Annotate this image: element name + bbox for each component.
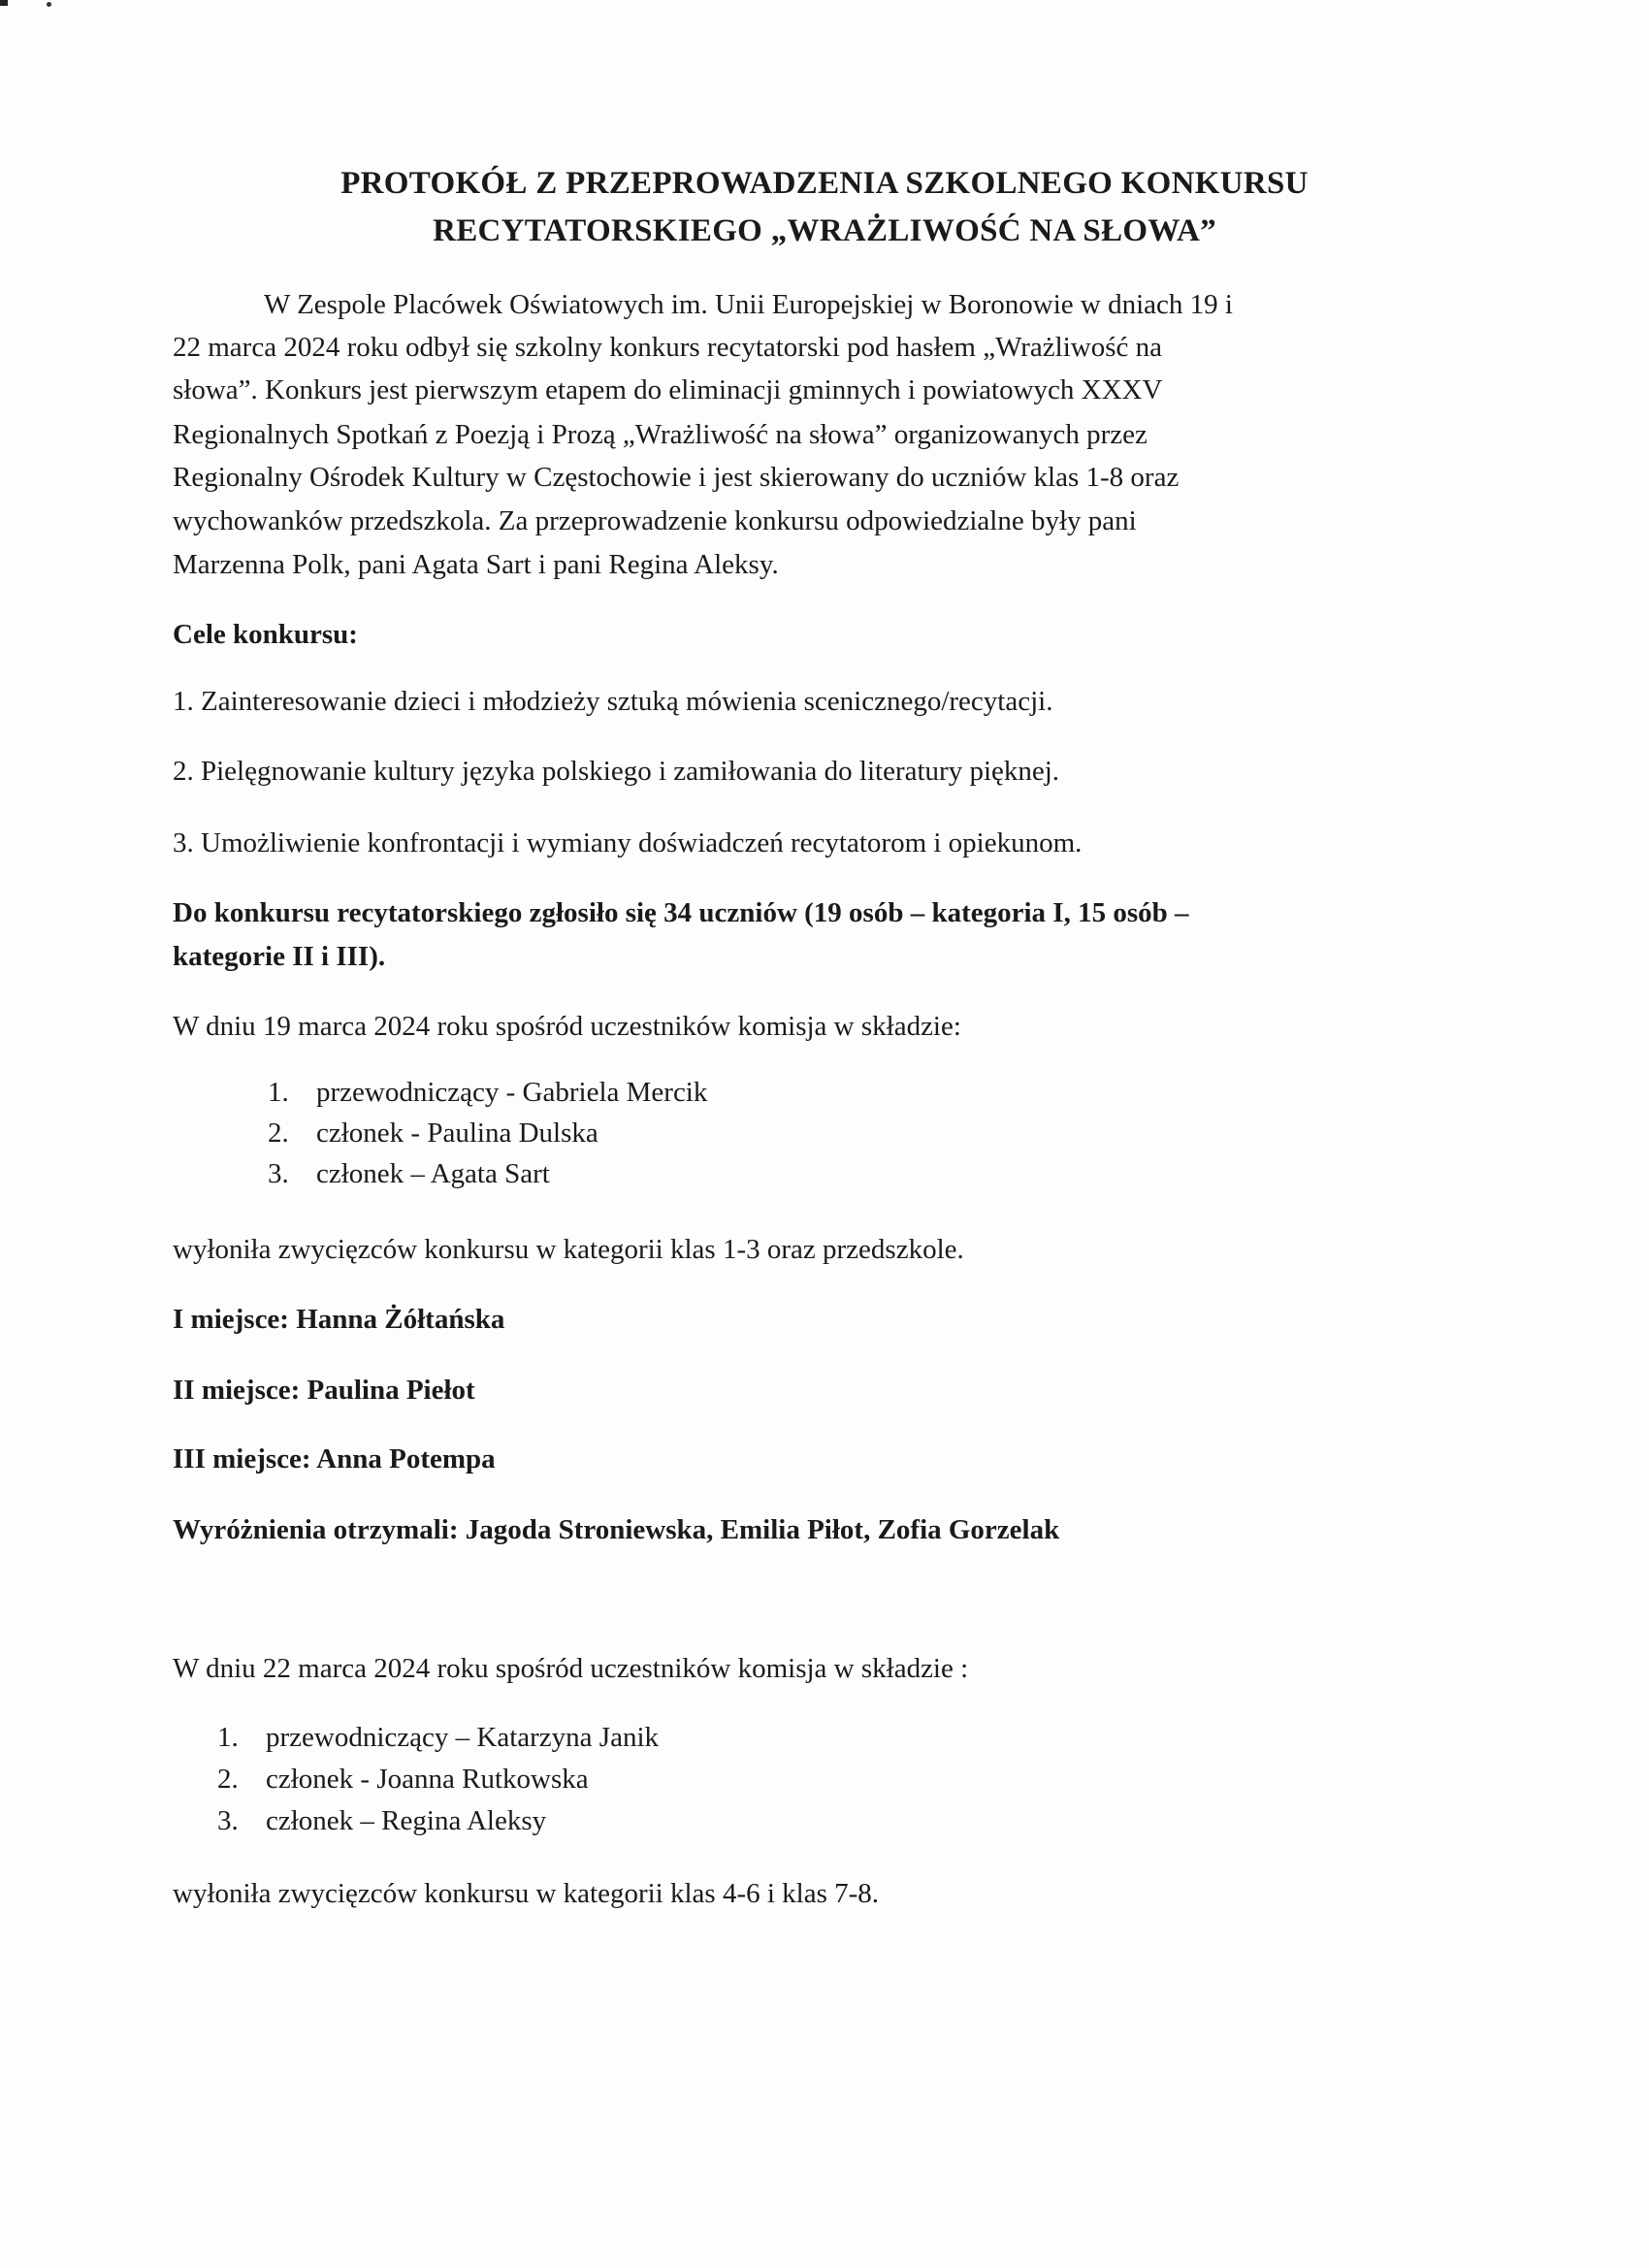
day1-result-second: II miejsce: Paulina Piełot [173, 1375, 475, 1406]
list-text: przewodniczący - Gabriela Mercik [316, 1077, 708, 1108]
day2-intro: W dniu 22 marca 2024 roku spośród uczestników komisja w składzie : [173, 1653, 969, 1684]
intro-line-2: 22 marca 2024 roku odbył się szkolny konkurs recytatorski pod hasłem „Wrażliwość na [173, 332, 1163, 363]
day2-committee-item-1 [217, 1718, 659, 1757]
list-text: członek - Joanna Rutkowska [266, 1764, 589, 1795]
goals-heading: Cele konkursu: [173, 619, 358, 650]
list-number: 2. [268, 1118, 289, 1149]
goal-item-2: 2. Pielęgnowanie kultury języka polskiego i zamiłowania do literatury pięknej. [173, 756, 1060, 787]
day1-committee-item-1 [268, 1073, 707, 1112]
list-number: 3. [217, 1805, 239, 1836]
intro-line-3: słowa”. Konkurs jest pierwszym etapem do eliminacji gminnych i powiatowych XXXV [173, 374, 1163, 405]
list-number: 2. [217, 1764, 239, 1795]
list-number: 3. [268, 1158, 289, 1189]
list-text: członek - Paulina Dulska [316, 1118, 598, 1149]
scan-dot-mark [47, 2, 51, 7]
day1-intro: W dniu 19 marca 2024 roku spośród uczestników komisja w składzie: [173, 1011, 961, 1042]
day1-result-distinctions: Wyróżnienia otrzymali: Jagoda Stroniewska, Emilia Piłot, Zofia Gorzelak [173, 1514, 1060, 1545]
scan-edge-mark [0, 0, 8, 6]
list-text: członek – Regina Aleksy [266, 1805, 547, 1836]
list-text: członek – Agata Sart [316, 1158, 550, 1189]
intro-line-7: Marzenna Polk, pani Agata Sart i pani Regina Aleksy. [173, 549, 779, 580]
registration-line-2: kategorie II i III). [173, 941, 386, 972]
list-number: 1. [268, 1077, 289, 1108]
day2-committee-item-2 [217, 1760, 589, 1798]
intro-line-1: W Zespole Placówek Oświatowych im. Unii Europejskiej w Boronowie w dniach 19 i [264, 289, 1233, 320]
list-number: 1. [217, 1722, 239, 1753]
day1-result-first: I miejsce: Hanna Żółtańska [173, 1304, 505, 1335]
day2-outro: wyłoniła zwycięzców konkursu w kategorii klas 4-6 i klas 7-8. [173, 1878, 880, 1909]
day1-outro: wyłoniła zwycięzców konkursu w kategorii klas 1-3 oraz przedszkole. [173, 1234, 964, 1265]
list-text: przewodniczący – Katarzyna Janik [266, 1722, 659, 1753]
day1-committee-item-2 [268, 1114, 598, 1152]
day2-committee-item-3 [217, 1801, 546, 1840]
goal-item-3: 3. Umożliwienie konfrontacji i wymiany doświadczeń recytatorom i opiekunom. [173, 827, 1083, 859]
registration-line-1: Do konkursu recytatorskiego zgłosiło się 34 uczniów (19 osób – kategoria I, 15 osób – [173, 897, 1189, 928]
goal-item-1: 1. Zainteresowanie dzieci i młodzieży sztuką mówienia scenicznego/recytacji. [173, 686, 1053, 717]
intro-line-4: Regionalnych Spotkań z Poezją i Prozą „Wrażliwość na słowa” organizowanych przez [173, 419, 1148, 450]
document-title-line-2: RECYTATORSKIEGO „WRAŻLIWOŚĆ NA SŁOWA” [433, 213, 1216, 248]
intro-line-5: Regionalny Ośrodek Kultury w Częstochowie i jest skierowany do uczniów klas 1-8 oraz [173, 462, 1180, 493]
intro-line-6: wychowanków przedszkola. Za przeprowadzenie konkursu odpowiedzialne były pani [173, 505, 1137, 536]
day1-result-third: III miejsce: Anna Potempa [173, 1443, 496, 1474]
day1-committee-item-3 [268, 1154, 550, 1193]
document-title-line-1: PROTOKÓŁ Z PRZEPROWADZENIA SZKOLNEGO KONKURSU [340, 166, 1309, 201]
